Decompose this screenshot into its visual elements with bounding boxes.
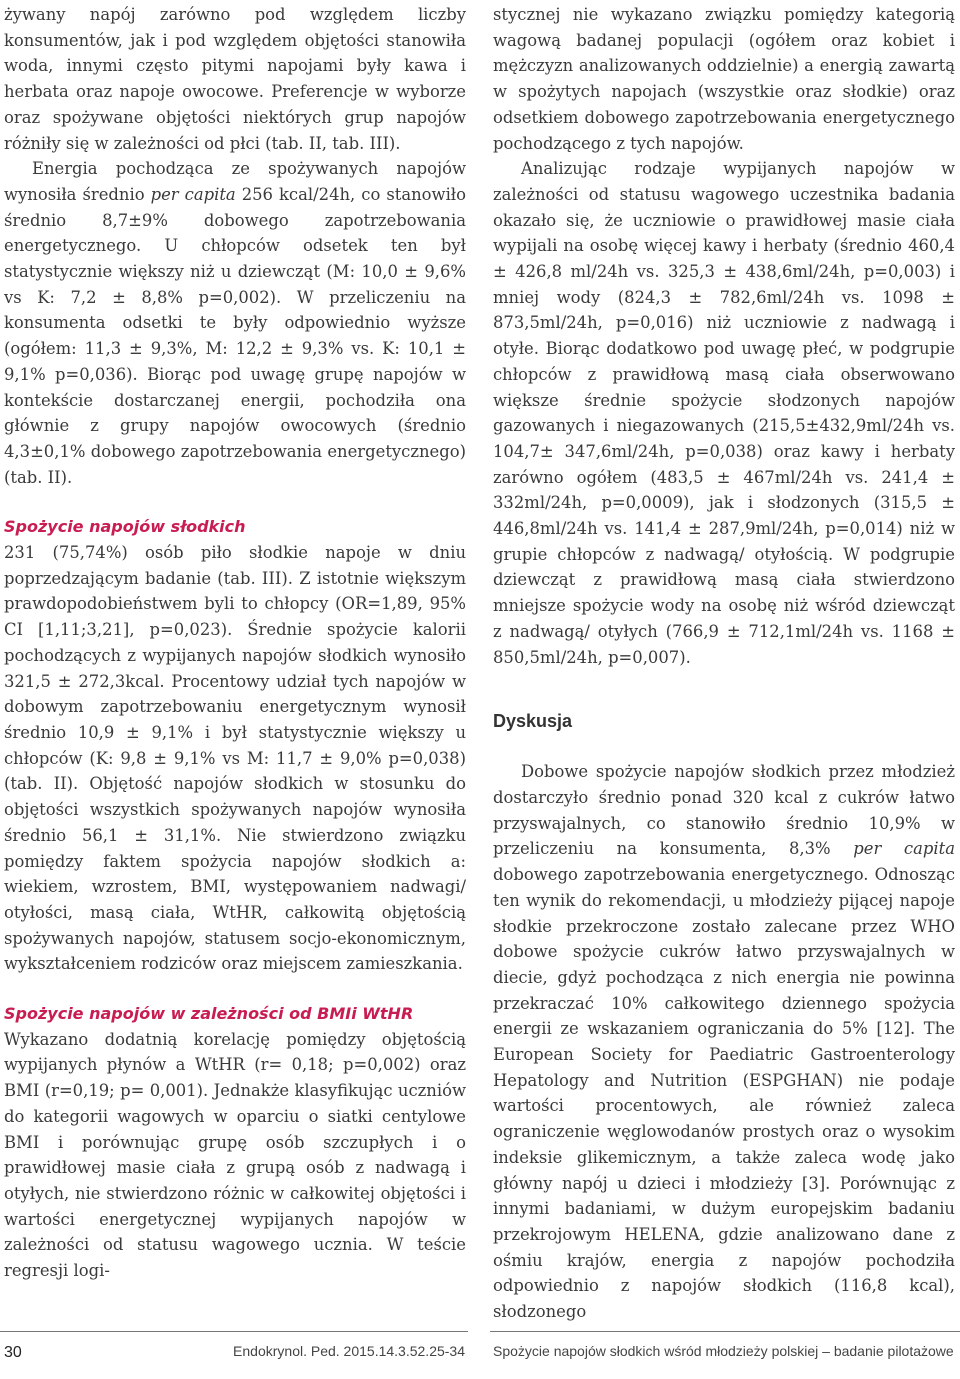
footer-rule-left bbox=[0, 1331, 468, 1332]
paragraph-sweet-drinks: 231 (75,74%) osób piło słodkie napoje w dniu poprzedzającym badanie (tab. III). Z istotnie większym prawdopodobieństwem byli to chłopcy (OR=1,89, 95% CI [1,11;3,21], p=0,023). Średnie spożycie kalorii pochodzących z wypijanych napojów słodkich wynosiło 321,5 ± 272,3kcal. Procentowy udział tych napojów w dobowym zapotrzebowaniu energetycznym wynosił średnio 10,9 ± 9,1% i był statystycznie większy u chłopców (K: 9,8 ± 9,1% vs M: 11,7 ± 9,0% p=0,038) (tab. II). Objętość napojów słodkich w stosunku do objętości wszystkich spożywanych napojów wynosiła średnio 56,1 ± 31,1%. Nie stwierdzono związku pomiędzy faktem spożycia napojów słodkich a: wiekiem, wzrostem, BMI, występowaniem nadwagi/ otyłości, masą ciała, WtHR, całkowitą objętością spożywanych napojów, statusem socjo-ekonomicznym, wykształceniem rodziców oraz miejscem zamieszkania. bbox=[4, 543, 466, 974]
paragraph-energy: Energia pochodząca ze spożywanych napojów wynosiła średnio per capita 256 kcal/24h, co stanowiło średnio 8,7±9% dobowego zapotrzebowania energetycznego. U chłopców odsetek ten był statystycznie większy niż u dziewcząt (M: 10,0 ± 9,6% vs K: 7,2 ± 8,8% p=0,002). W przeliczeniu na konsumenta odsetki te były odpowiednio wyższe (ogółem: 11,3 ± 9,3%, M: 12,2 ± 9,3% vs. K: 10,1 ± 9,1% p=0,036). Biorąc pod uwagę grupę napojów w kontekście dostarczanej energii, pochodziła ona głównie z grupy napojów owocowych (średnio 4,3±0,1% dobowego zapotrzebowania energetycznego) (tab. II). bbox=[4, 159, 466, 487]
running-title: Spożycie napojów słodkich wśród młodzieży polskiej – badanie pilotażowe bbox=[493, 1343, 954, 1359]
subheading-sweet-drinks: Spożycie napojów słodkich bbox=[4, 517, 246, 537]
paragraph-discussion: Dobowe spożycie napojów słodkich przez młodzież dostarczyło średnio ponad 320 kcal z cukrów łatwo przyswajalnych, co stanowiło średnio 10,9% w przeliczeniu na konsumenta, 8,3% per capita dobowego zapotrzebowania energetycznego. Odnosząc ten wynik do rekomendacji, u młodzieży pijącej napoje słodkie przekroczone zostało zalecane przez WHO dobowe spożycie cukrów łatwo przyswajalnych w diecie, gdyż pochodząca z nich energia nie powinna przekraczać 10% całkowitego dziennego spożycia energii ze wskazaniem ograniczania do 5% [12]. The European Society for Paediatric Gastroenterology Hepatology and Nutrition (ESPGHAN) nie podaje wartości procentowych, ale również zaleca ograniczenie węglowodanów prostych oraz o wysokim indeksie glikemicznym, a także zaleca wodę jako główny napój u dzieci i młodzieży [3]. Porównując z innymi badaniami, w dużym europejskim badaniu przekrojowym HELENA, gdzie analizowano dane z ośmiu krajów, energia z napojów pochodziła odpowiednio z napojów słodkich (116,8 kcal), słodzonego bbox=[493, 762, 955, 1322]
paragraph: stycznej nie wykazano związku pomiędzy kategorią wagową badanej populacji (ogółem oraz kobiet i mężczyzn analizowanych oddzielnie) a energią zawartą w spożytych napojach (wszystkie oraz słodkie) oraz odsetkiem dobowego zapotrzebowania energetycznego pochodzącego z tych napojów. bbox=[493, 5, 955, 153]
paragraph-bmi-wthr: Wykazano dodatnią korelację pomiędzy objętością wypijanych płynów a WtHR (r= 0,18; p=0,002) oraz BMI (r=0,19; p= 0,001). Jednakże klasyfikując uczniów do kategorii wagowych w oparciu o siatki centylowe BMI i porównując grupę osób szczupłych i o prawidłowej masie ciała z grupą osób z nadwagą i otyłych, nie stwierdzono różnic w całkowitej objętości i wartości energetycznej wypijanych napojów w zależności od statusu wagowego ucznia. W teście regresji logi- bbox=[4, 1029, 466, 1281]
journal-citation: Endokrynol. Ped. 2015.14.3.52.25-34 bbox=[233, 1343, 465, 1359]
subheading-bmi-wthr: Spożycie napojów w zależności od BMIi WtHR bbox=[4, 1004, 414, 1024]
paragraph-weight-status: Analizując rodzaje wypijanych napojów w zależności od statusu wagowego uczestnika badania okazało się, że uczniowie o prawidłowej masie ciała wypijali na osobę więcej kawy i herbaty (średnio 460,4 ± 426,8 ml/24h vs. 325,3 ± 438,6ml/24h, p=0,003) i mniej wody (824,3 ± 782,6ml/24h vs. 1098 ± 873,5ml/24h, p=0,016) niż uczniowie z nadwagą i otyłe. Biorąc dodatkowo pod uwagę płeć, w podgrupie chłopców z prawidłową masą ciała obserwowano większe średnie spożycie słodzonych napojów gazowanych i niegazowanych (215,5±432,9ml/24h vs. 104,7± 347,6ml/24h, p=0,038) oraz kawy i herbaty zarówno ogółem (483,5 ± 467ml/24h vs. 241,4 ± 332ml/24h, p=0,0009), jak i słodzonych (315,5 ± 446,8ml/24h vs. 141,4 ± 287,9ml/24h, p=0,014) niż w grupie chłopców z nadwagą/ otyłością. W podgrupie dziewcząt z prawidłową masą ciała stwierdzono mniejsze spożycie wody na osobę niż wśród dziewcząt z nadwagą/ otyłych (766,9 ± 712,1ml/24h vs. 1168 ± 850,5ml/24h, p=0,007). bbox=[493, 159, 955, 667]
right-column bbox=[493, 2, 955, 1325]
section-heading-discussion: Dyskusja bbox=[493, 711, 573, 732]
left-column bbox=[4, 2, 466, 1284]
page-number: 30 bbox=[4, 1344, 22, 1361]
paragraph: żywany napój zarówno pod względem liczby konsumentów, jak i pod względem objętości stanowiła woda, innymi często pitymi napojami były kawa i herbata oraz napoje owocowe. Preferencje w wyborze oraz spożywane objętości niektórych grup napojów różniły się w zależności od płci (tab. II, tab. III). bbox=[4, 5, 466, 153]
footer-rule-right bbox=[490, 1331, 960, 1332]
